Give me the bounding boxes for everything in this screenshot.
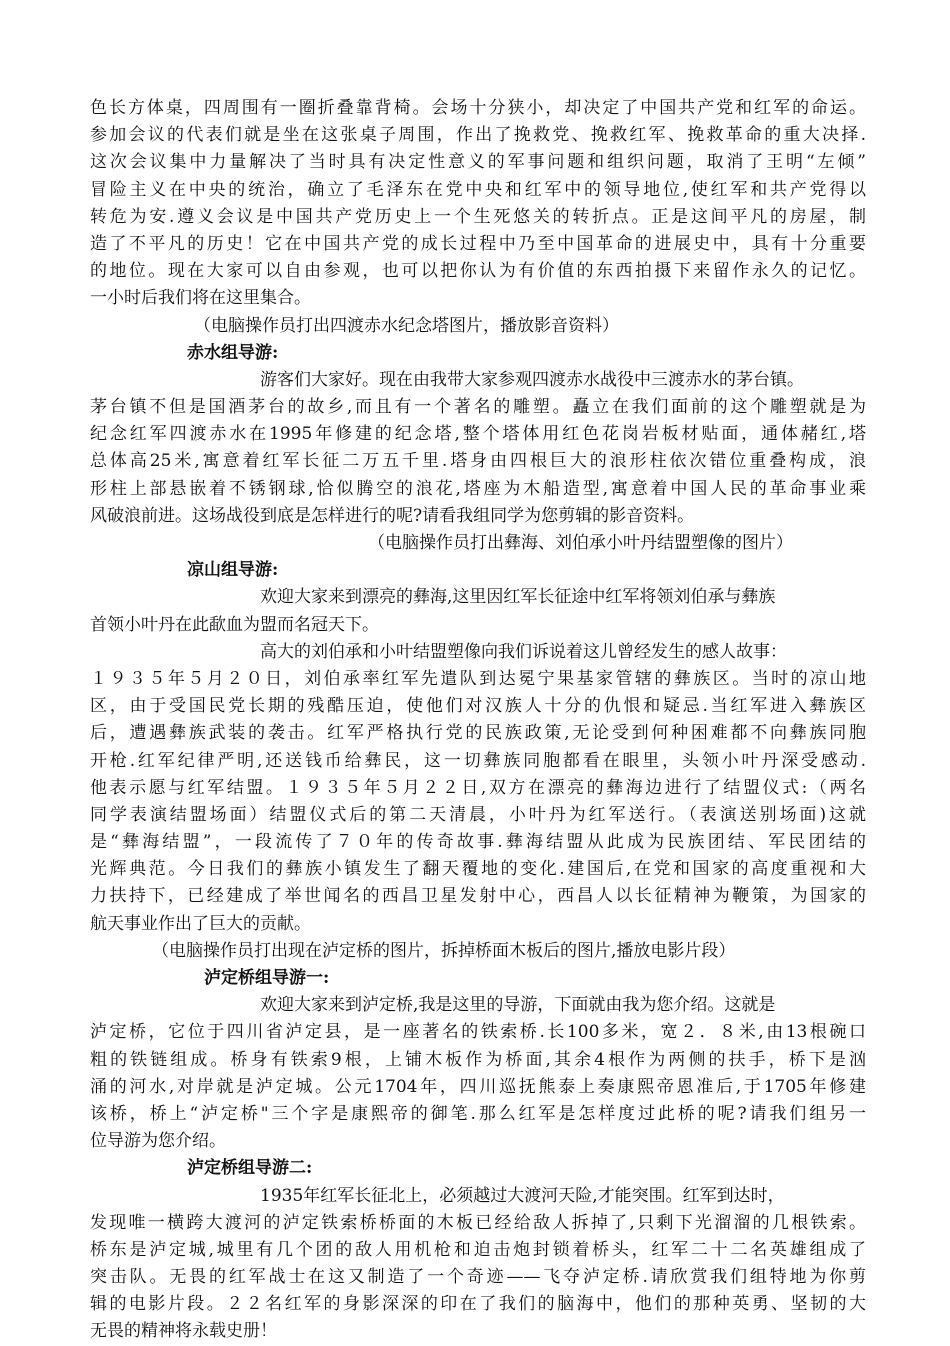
text-line: 该桥，桥上“泸定桥"三个字是康熙帝的御笔.那么红军是怎样度过此桥的呢?请我们组另一 (90, 1103, 866, 1124)
text-line: 造了不平凡的历史！它在中国共产党的成长过程中乃至中国革命的进展史中，具有十分重要 (90, 233, 866, 254)
document-page (90, 95, 866, 1346)
text-line: 色长方体桌，四周围有一圈折叠靠背椅。会场十分狭小，却决定了中国共产党和红军的命运。 (90, 98, 866, 118)
text-line: 后，遭遇彝族武装的袭击。红军严格执行党的民族政策,无论受到何种困难都不向彝族同胞 (90, 723, 866, 744)
text-line: 发现唯一横跨大渡河的泸定铁索桥桥面的木板已经给敌人拆掉了,只剩下光溜溜的几根铁索。 (90, 1212, 866, 1233)
text-line: 突击队。无畏的红军战士在这又制造了一个奇迹——飞夺泸定桥.请欣赏我们组特地为你剪 (90, 1267, 866, 1288)
text-line: 欢迎大家来到漂亮的彝海,这里因红军长征途中红军将领刘伯承与彝族 (260, 587, 776, 608)
text-line: 无畏的精神将永载史册！ (90, 1321, 277, 1342)
text-line: 光辉典范。今日我们的彝族小镇发生了翻天覆地的变化.建国后,在党和国家的高度重视和大 (90, 859, 866, 880)
text-line: 位导游为您介绍。 (90, 1131, 226, 1152)
text-line: 粗的铁链组成。桥身有铁索9根，上铺木板作为桥面,其余4根作为两侧的扶手，桥下是汹 (90, 1049, 866, 1070)
text-line: 纪念红军四渡赤水在1995年修建的纪念塔,整个塔体用红色花岗岩板材贴面，通体赭红,塔 (90, 424, 866, 445)
text-line: 茅台镇不但是国酒茅台的故乡,而且有一个著名的雕塑。矗立在我们面前的这个雕塑就是为 (90, 397, 866, 418)
text-line: 这次会议集中力量解决了当时具有决定性意义的军事问题和组织问题，取消了王明“左倾” (90, 152, 866, 173)
text-line: 泸定桥，它位于四川省泸定县，是一座著名的铁索桥.长100多米，宽２．８米,由13根碗口 (90, 1022, 866, 1043)
text-line: 涌的河水,对岸就是泸定城。公元1704年，四川巡抚熊泰上奏康熙帝恩准后,于1705年修建 (90, 1076, 866, 1097)
text-line: 航天事业作出了巨大的贡献。 (90, 913, 311, 934)
text-line: 的地位。现在大家可以自由参观，也可以把你认为有价值的东西拍摄下来留作永久的记忆。 (90, 261, 866, 282)
text-line: 一小时后我们将在这里集合。 (90, 288, 311, 309)
stage-direction: （电脑操作员打出彝海、刘伯承小叶丹结盟塑像的图片） (368, 533, 793, 553)
text-line: 风破浪前进。这场战役到底是怎样进行的呢?请看我组同学为您剪辑的影音资料。 (90, 505, 695, 526)
text-line: 力扶持下，已经建成了举世闻名的西昌卫星发射中心，西昌人以长征精神为鞭策，为国家的 (90, 886, 866, 907)
stage-direction: （电脑操作员打出四渡赤水纪念塔图片，播放影音资料） (194, 315, 619, 336)
text-line: １９３５年５月２０日，刘伯承率红军先遣队到达冕宁果基家管辖的彝族区。当时的凉山地 (90, 668, 866, 689)
section-heading-liangshan: 凉山组导游: (187, 560, 279, 581)
text-line: 高大的刘伯承和小叶结盟塑像向我们诉说着这儿曾经发生的感人故事： (260, 641, 787, 662)
text-line: 欢迎大家来到泸定桥,我是这里的导游，下面就由我为您介绍。这就是 (260, 995, 776, 1016)
text-line: 参加会议的代表们就是坐在这张桌子周围，作出了挽救党、挽救红军、挽救革命的重大决择. (90, 125, 866, 146)
text-line: 形柱上部悬嵌着不锈钢球,恰似腾空的浪花,塔座为木船造型,寓意着中国人民的革命事业乘 (90, 478, 866, 499)
text-line: 桥东是泸定城,城里有几个团的敌人用机枪和迫击炮封锁着桥头，红军二十二名英雄组成了 (90, 1239, 866, 1260)
text-line: 同学表演结盟场面）结盟仪式后的第二天清晨，小叶丹为红军送行。（表演送别场面)这就 (90, 804, 866, 825)
text-line: 总体高25米,寓意着红军长征二万五千里.塔身由四根巨大的浪形柱依次错位重叠构成，浪 (90, 451, 866, 472)
stage-direction: （电脑操作员打出现在泸定桥的图片，拆掉桥面木板后的图片,播放电影片段） (152, 940, 736, 961)
text-line: 区，由于受国民党长期的残酷压迫，使他们对汉族人十分的仇恨和疑忌.当红军进入彝族区 (90, 696, 866, 717)
text-line: 游客们大家好。现在由我带大家参观四渡赤水战役中三渡赤水的茅台镇。 (260, 369, 804, 390)
section-heading-luding-1: 泸定桥组导游一: (204, 968, 330, 988)
section-heading-chishui: 赤水组导游: (187, 342, 279, 363)
text-line: 冒险主义在中央的统治，确立了毛泽东在党中央和红军中的领导地位,使红军和共产党得以 (90, 179, 866, 200)
text-line: 他表示愿与红军结盟。１９３５年５月２２日,双方在漂亮的彝海边进行了结盟仪式:（两名 (90, 777, 866, 798)
text-line: 开枪.红军纪律严明,还送钱币给彝民，这一切彝族同胞都看在眼里，头领小叶丹深受感动. (90, 750, 866, 771)
text-line: 辑的电影片段。２２名红军的身影深深的印在了我们的脑海中，他们的那种英勇、坚韧的大 (90, 1294, 866, 1315)
text-line: 1935年红军长征北上，必须越过大渡河天险,才能突围。红军到达时， (260, 1185, 785, 1206)
text-line: 是“彝海结盟”，一段流传了７０年的传奇故事.彝海结盟从此成为民族团结、军民团结的 (90, 832, 866, 853)
text-line: 首领小叶丹在此歃血为盟而名冠天下。 (90, 614, 379, 635)
text-line: 转危为安.遵义会议是中国共产党历史上一个生死悠关的转折点。正是这间平凡的房屋，制 (90, 206, 866, 227)
section-heading-luding-2: 泸定桥组导游二: (187, 1158, 313, 1179)
